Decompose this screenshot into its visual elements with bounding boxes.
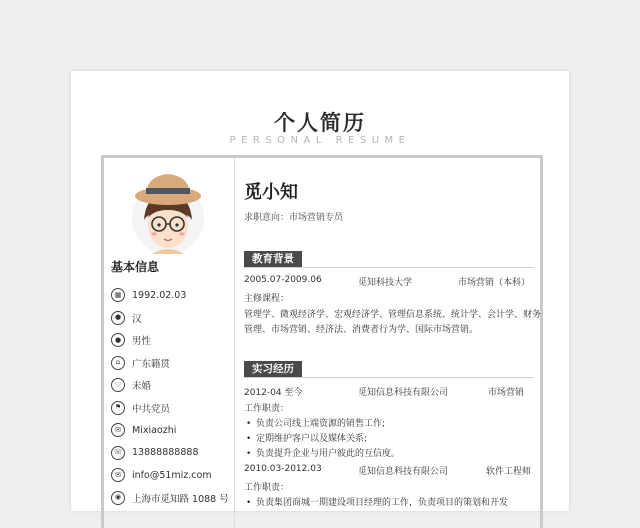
- education-school: 觅知科技大学: [358, 278, 413, 288]
- person-icon: ●: [111, 333, 125, 347]
- info-address: [111, 487, 231, 510]
- info-text: 1992.02.03: [132, 289, 187, 301]
- page-subtitle: PERSONAL RESUME: [229, 135, 411, 146]
- info-birthday: [111, 284, 231, 307]
- experience-rule: [244, 377, 534, 378]
- info-gender: [111, 329, 231, 352]
- education-heading: 教育背景: [244, 251, 302, 267]
- courses-line-2: 管理、市场营销、经济法、消费者行为学、国际市场营销。: [244, 325, 479, 335]
- info-text: info@51miz.com: [132, 469, 212, 481]
- courses-label: 主修课程：: [244, 294, 290, 304]
- education-period: 2005.07-2009.06: [244, 275, 322, 285]
- info-political: [111, 397, 231, 420]
- job1-row: [244, 385, 534, 398]
- info-text: 13888888888: [132, 447, 199, 459]
- job1-duty-1: • 负责公司线上端资源的销售工作;: [244, 416, 534, 429]
- info-text: 广东籍贯: [132, 358, 171, 370]
- info-text: 未婚: [132, 381, 152, 393]
- flag-icon: ⚑: [111, 401, 125, 415]
- location-icon: ◉: [111, 491, 125, 505]
- job1-duty-2: • 定期维护客户以及媒体关系;: [244, 431, 534, 444]
- info-text: Mixiaozhi: [132, 424, 177, 436]
- info-text: 上海市觅知路 1088 号: [132, 493, 229, 505]
- info-wechat: [111, 419, 231, 442]
- job1-duty-3: • 负责提升企业与用户彼此的互信度。: [244, 446, 534, 459]
- job2-company: 觅知信息科技有限公司: [358, 467, 449, 477]
- person-icon: ●: [111, 311, 125, 325]
- resume-page: [71, 71, 569, 511]
- home-icon: ⌂: [111, 356, 125, 370]
- job-intent: 求职意向：市场营销专员: [244, 213, 344, 223]
- job1-period: 2012-04 至今: [244, 388, 303, 398]
- phone-icon: ☏: [111, 446, 125, 460]
- wechat-icon: ✉: [111, 423, 125, 437]
- job1-role: 市场营销: [488, 388, 525, 398]
- job1-duty-label: 工作职责：: [244, 404, 290, 414]
- resume-frame: [101, 155, 543, 528]
- job2-duty-1: • 负责集团商城一期建设项目经理的工作，负责项目的策划和开发: [244, 495, 534, 508]
- info-ethnicity: [111, 307, 231, 330]
- courses-line-1: 管理学、微观经济学、宏观经济学、管理信息系统、统计学、会计学、财务: [244, 310, 542, 320]
- heart-icon: ♡: [111, 378, 125, 392]
- experience-heading: 实习经历: [244, 361, 302, 377]
- info-text: 汉: [132, 313, 142, 325]
- page-title: 个人简历: [274, 111, 366, 135]
- mail-icon: ✉: [111, 468, 125, 482]
- education-rule: [244, 267, 534, 268]
- info-hometown: [111, 352, 231, 375]
- info-phone: [111, 442, 231, 465]
- info-text: 中共党员: [132, 403, 171, 415]
- info-marital: [111, 374, 231, 397]
- basic-info-list: [111, 284, 231, 509]
- candidate-name: 觅小知: [244, 182, 298, 203]
- job2-period: 2010.03-2012.03: [244, 464, 322, 474]
- info-email: [111, 464, 231, 487]
- info-text: 男性: [132, 336, 152, 348]
- education-row: [244, 275, 534, 288]
- education-major: 市场营销（本科）: [458, 278, 531, 288]
- job1-company: 觅知信息科技有限公司: [358, 388, 449, 398]
- avatar: [128, 170, 208, 256]
- job2-duty-label: 工作职责：: [244, 483, 290, 493]
- column-divider: [234, 158, 235, 528]
- calendar-icon: ▦: [111, 288, 125, 302]
- job2-role: 软件工程师: [486, 467, 532, 477]
- job2-row: [244, 464, 534, 477]
- basic-info-title: 基本信息: [111, 260, 160, 274]
